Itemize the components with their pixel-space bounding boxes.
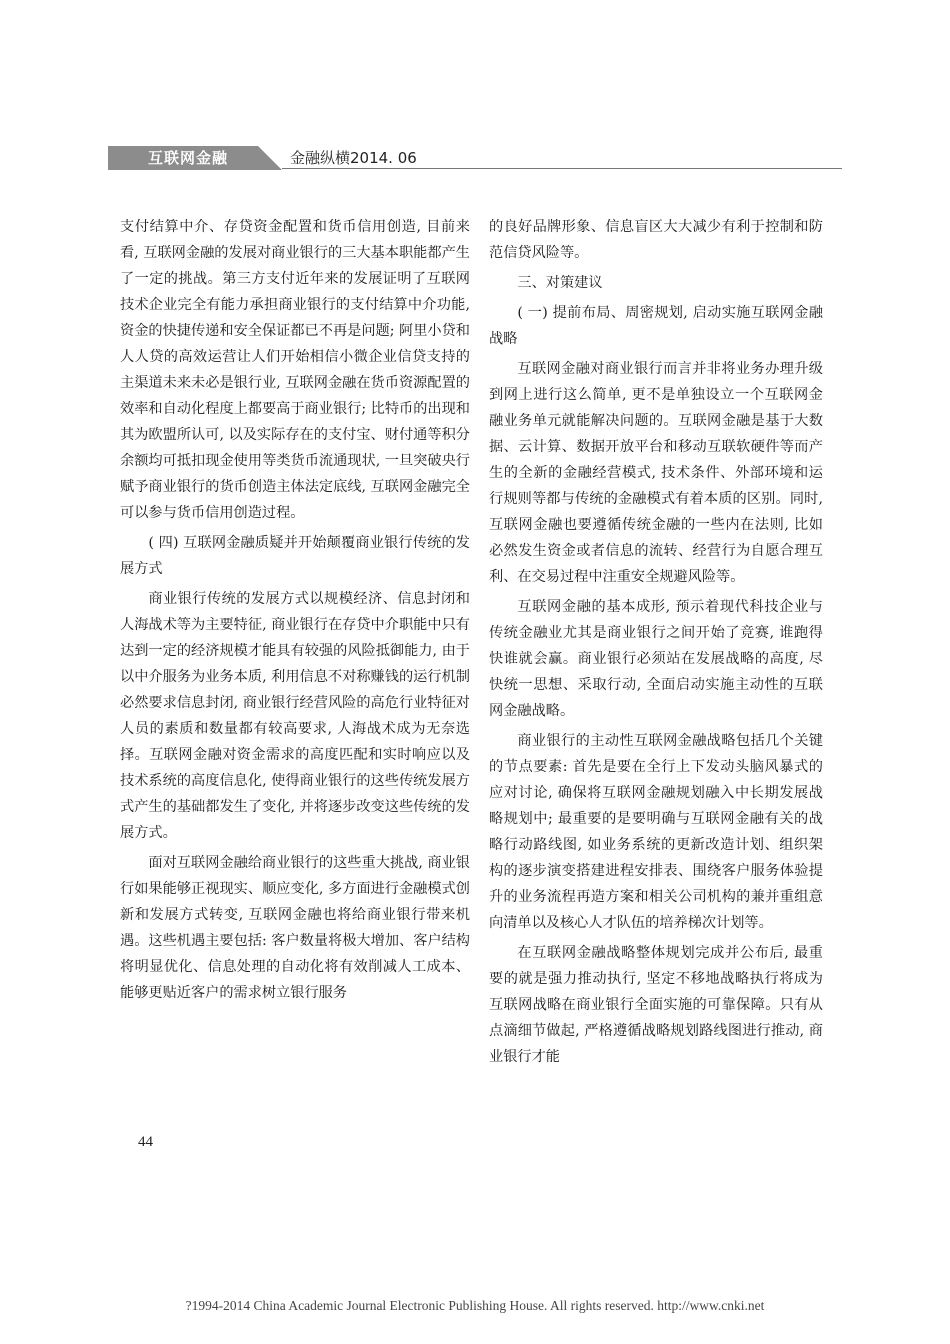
paragraph: 支付结算中介、存贷资金配置和货币信用创造, 目前来看, 互联网金融的发展对商业银行的三大基本职能都产生了一定的挑战。第三方支付近年来的发展证明了互联网技术企业完全有能力承担商业银行的支付结算中介功能, 资金的快捷传递和安全保证都已不再是问题; 阿里小贷和人人贷的高效运营让人们开始相信小微企业信贷支持的主渠道未来未必是银行业, 互联网金融在货币资源配置的效率和自动化程度上都要高于商业银行; 比特币的出现和其为欧盟所认可, 以及实际存在的支付宝、财付通等积分余额均可抵扣现金使用等类货币流通现状, 一旦突破央行赋予商业银行的货币创造主体法定底线, 互联网金融完全可以参与货币信用创造过程。 bbox=[120, 219, 470, 521]
right-column bbox=[489, 214, 823, 1074]
page-number: 44 bbox=[138, 1134, 153, 1150]
paragraph: 互联网金融对商业银行而言并非将业务办理升级到网上进行这么简单, 更不是单独设立一个互联网金融业务单元就能解决问题的。互联网金融是基于大数据、云计算、数据开放平台和移动互联软硬件等而产生的全新的金融经营模式, 技术条件、外部环境和运行规则等都与传统的金融模式有着本质的区别。同时, 互联网金融也要遵循传统金融的一些内在法则, 比如必然发生资金或者信息的流转、经营行为自愿合理互利、在交易过程中注重安全规避风险等。 bbox=[489, 361, 823, 585]
subsection-heading: ( 一) 提前布局、周密规划, 启动实施互联网金融战略 bbox=[489, 305, 823, 347]
header-section-title: 互联网金融 bbox=[148, 149, 229, 167]
paragraph: 互联网金融的基本成形, 预示着现代科技企业与传统金融业尤其是商业银行之间开始了竞赛, 谁跑得快谁就会赢。商业银行必须站在发展战略的高度, 尽快统一思想、采取行动, 全面启动实施主动性的互联网金融战略。 bbox=[489, 599, 823, 719]
paragraph: 商业银行的主动性互联网金融战略包括几个关键的节点要素: 首先是要在全行上下发动头脑风暴式的应对讨论, 确保将互联网金融规划融入中长期发展战略规划中; 最重要的是要明确与互联网金融有关的战略行动路线图, 如业务系统的更新改造计划、组织架构的逐步演变搭建进程安排表、围绕客户服务体验提升的业务流程再造方案和相关公司机构的兼并重组意向清单以及核心人才队伍的培养梯次计划等。 bbox=[489, 733, 823, 931]
left-column bbox=[120, 214, 470, 1010]
copyright-footer: ?1994-2014 China Academic Journal Electronic Publishing House. All rights reserved. http://www.cnki.net bbox=[185, 1298, 765, 1313]
paragraph: 面对互联网金融给商业银行的这些重大挑战, 商业银行如果能够正视现实、顺应变化, 多方面进行金融模式创新和发展方式转变, 互联网金融也将给商业银行带来机遇。这些机遇主要包括: 客户数量将极大增加、客户结构将明显优化、信息处理的自动化将有效削减人工成本、能够更贴近客户的需求树立银行服务 bbox=[120, 855, 470, 1001]
header-journal-issue: 金融纵横2014. 06 bbox=[290, 149, 417, 167]
paragraph: 商业银行传统的发展方式以规模经济、信息封闭和人海战术等为主要特征, 商业银行在存贷中介职能中只有达到一定的经济规模才能具有较强的风险抵御能力, 由于以中介服务为业务本质, 利用信息不对称赚钱的运行机制必然要求信息封闭, 商业银行经营风险的高危行业特征对人员的素质和数量都有较高要求, 人海战术成为无奈选择。互联网金融对资金需求的高度匹配和实时响应以及技术系统的高度信息化, 使得商业银行的这些传统发展方式产生的基础都发生了变化, 并将逐步改变这些传统的发展方式。 bbox=[120, 591, 470, 841]
section-heading: ( 四) 互联网金融质疑并开始颠覆商业银行传统的发展方式 bbox=[120, 535, 470, 577]
header-rule bbox=[282, 168, 842, 169]
paragraph: 的良好品牌形象、信息盲区大大减少有利于控制和防范信贷风险等。 bbox=[489, 219, 823, 261]
section-heading: 三、对策建议 bbox=[517, 275, 603, 291]
paragraph: 在互联网金融战略整体规划完成并公布后, 最重要的就是强力推动执行, 坚定不移地战略执行将成为互联网战略在商业银行全面实施的可靠保障。只有从点滴细节做起, 严格遵循战略规划路线图进行推动, 商业银行才能 bbox=[489, 945, 823, 1065]
